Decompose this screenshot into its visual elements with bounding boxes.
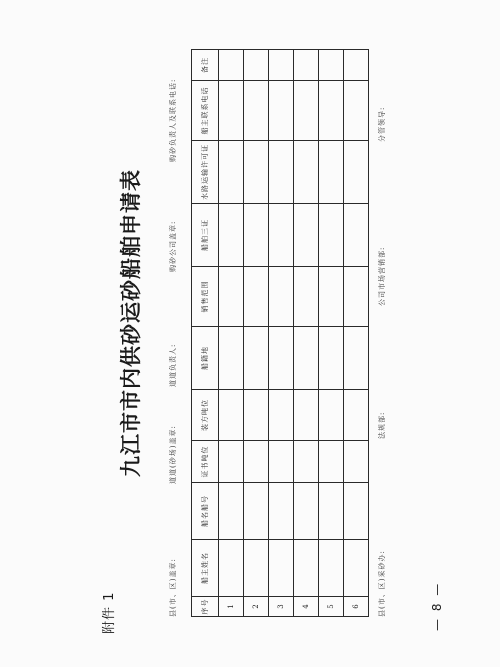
table-cell[interactable] — [344, 483, 369, 540]
table-cell[interactable] — [344, 267, 369, 327]
table-cell[interactable] — [269, 483, 294, 540]
table-cell[interactable] — [219, 483, 244, 540]
table-cell[interactable] — [244, 483, 269, 540]
table-row — [319, 50, 344, 617]
table-cell[interactable] — [269, 267, 294, 327]
form-title: 九江市市内供砂运砂船舶申请表 — [119, 169, 143, 477]
table-cell[interactable] — [319, 327, 344, 390]
table-cell[interactable] — [219, 540, 244, 597]
table-cell[interactable] — [269, 441, 294, 483]
row-index-cell: 5 — [319, 597, 344, 617]
table-cell[interactable] — [344, 81, 369, 141]
buyer-contact-label: 购砂负责人及联系电话: — [169, 78, 177, 162]
table-cell[interactable] — [244, 327, 269, 390]
page-number: — 8 — — [430, 581, 444, 631]
table-cell[interactable] — [294, 267, 319, 327]
table-header-row — [192, 50, 219, 617]
table-cell[interactable] — [294, 50, 319, 81]
yard-person-label: 道道负责人: — [169, 343, 177, 387]
row-index-cell: 4 — [294, 597, 319, 617]
col-header-ship-name-number: 船名船号 — [192, 483, 219, 540]
row-index-cell: 3 — [269, 597, 294, 617]
table-cell[interactable] — [294, 141, 319, 204]
table-cell[interactable] — [344, 327, 369, 390]
table-cell[interactable] — [294, 441, 319, 483]
table-cell[interactable] — [219, 441, 244, 483]
application-table — [191, 49, 369, 617]
county-seal-label: 县(市、区)盖章: — [169, 558, 177, 617]
table-cell[interactable] — [244, 141, 269, 204]
col-header-ship-certificates: 船舶三证 — [192, 204, 219, 267]
table-cell[interactable] — [344, 540, 369, 597]
table-cell[interactable] — [344, 141, 369, 204]
table-cell[interactable] — [219, 81, 244, 141]
table-cell[interactable] — [344, 50, 369, 81]
table-cell[interactable] — [294, 327, 319, 390]
table-cell[interactable] — [344, 390, 369, 441]
table-cell[interactable] — [294, 540, 319, 597]
table-cell[interactable] — [319, 204, 344, 267]
table-cell[interactable] — [244, 267, 269, 327]
attachment-label: 附件 1 — [102, 591, 117, 634]
table-cell[interactable] — [244, 390, 269, 441]
table-cell[interactable] — [244, 50, 269, 81]
table-cell[interactable] — [319, 141, 344, 204]
table-cell[interactable] — [244, 81, 269, 141]
table-cell[interactable] — [269, 50, 294, 81]
col-header-certified-tonnage: 证书吨位 — [192, 441, 219, 483]
table-cell[interactable] — [344, 204, 369, 267]
table-cell[interactable] — [219, 327, 244, 390]
table-cell[interactable] — [219, 204, 244, 267]
table-cell[interactable] — [319, 390, 344, 441]
col-header-sales-range: 销售范围 — [192, 267, 219, 327]
col-header-remarks: 备注 — [192, 50, 219, 81]
table-row — [294, 50, 319, 617]
table-cell[interactable] — [294, 390, 319, 441]
table-row — [244, 50, 269, 617]
buyer-company-seal-label: 购砂公司盖章: — [169, 220, 177, 272]
row-index-cell: 2 — [244, 597, 269, 617]
col-header-owner-name: 船主姓名 — [192, 540, 219, 597]
col-header-loading-tonnage: 装方吨位 — [192, 390, 219, 441]
county-office-label: 县(市、区)采砂办: — [378, 550, 386, 617]
table-cell[interactable] — [269, 204, 294, 267]
table-cell[interactable] — [269, 327, 294, 390]
table-body — [219, 50, 369, 617]
leader-label: 分管领导: — [378, 106, 386, 142]
col-header-index: 序号 — [192, 597, 219, 617]
col-header-owner-phone: 船主联系电话 — [192, 81, 219, 141]
market-dept-label: 公司市场营销部: — [378, 246, 386, 306]
table-cell[interactable] — [319, 483, 344, 540]
yard-seal-label: 道道(砂场)盖章: — [169, 425, 177, 484]
table-cell[interactable] — [269, 540, 294, 597]
table-cell[interactable] — [244, 441, 269, 483]
table-cell[interactable] — [244, 204, 269, 267]
table-cell[interactable] — [269, 141, 294, 204]
col-header-registry: 船籍地 — [192, 327, 219, 390]
table-cell[interactable] — [319, 540, 344, 597]
table-cell[interactable] — [244, 540, 269, 597]
table-cell[interactable] — [294, 483, 319, 540]
table-cell[interactable] — [219, 141, 244, 204]
table-cell[interactable] — [319, 441, 344, 483]
col-header-waterway-permit: 水路运输许可证 — [192, 141, 219, 204]
row-index-cell: 6 — [344, 597, 369, 617]
row-index-cell: 1 — [219, 597, 244, 617]
table-cell[interactable] — [319, 50, 344, 81]
table-row — [344, 50, 369, 617]
legal-dept-label: 法规部: — [378, 411, 386, 439]
table-cell[interactable] — [219, 390, 244, 441]
table-row — [269, 50, 294, 617]
table-cell[interactable] — [319, 81, 344, 141]
table-cell[interactable] — [269, 81, 294, 141]
table-cell[interactable] — [344, 441, 369, 483]
table-cell[interactable] — [219, 267, 244, 327]
table-cell[interactable] — [219, 50, 244, 81]
table-row — [219, 50, 244, 617]
table-cell[interactable] — [294, 204, 319, 267]
table-cell[interactable] — [319, 267, 344, 327]
table-cell[interactable] — [269, 390, 294, 441]
table-cell[interactable] — [294, 81, 319, 141]
